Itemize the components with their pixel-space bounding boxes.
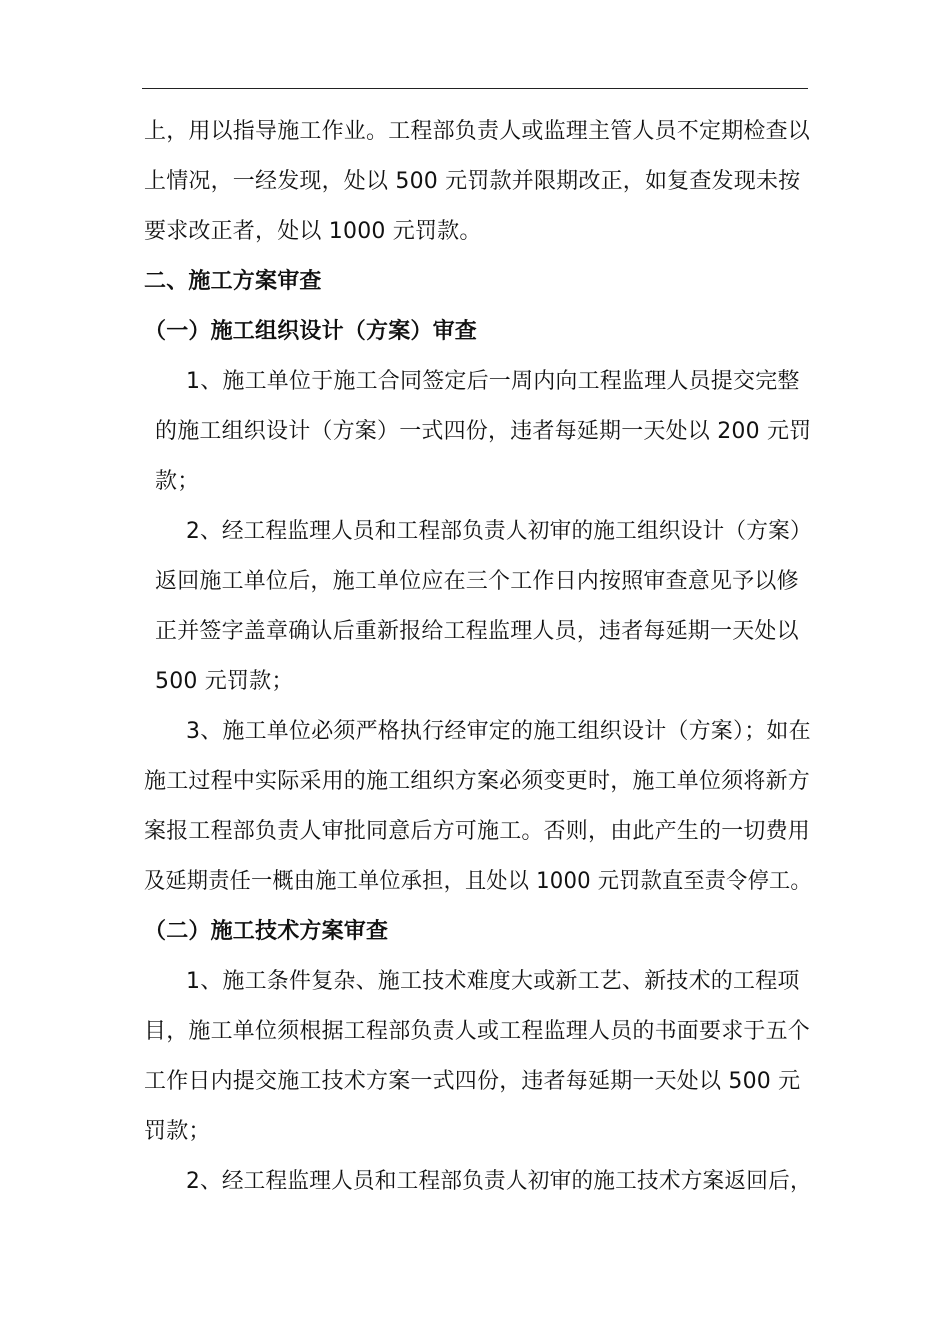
- body-line: 2、经工程监理人员和工程部负责人初审的施工组织设计（方案）: [186, 519, 812, 544]
- body-line: 的施工组织设计（方案）一式四份，违者每延期一天处以 200 元罚: [155, 419, 812, 444]
- body-line: 3、施工单位必须严格执行经审定的施工组织设计（方案）；如在: [186, 719, 811, 744]
- body-line: 2、经工程监理人员和工程部负责人初审的施工技术方案返回后，: [186, 1169, 812, 1194]
- body-line: 上情况，一经发现，处以 500 元罚款并限期改正，如复查发现未按: [144, 169, 801, 194]
- body-line: 工作日内提交施工技术方案一式四份，违者每延期一天处以 500 元: [144, 1069, 801, 1094]
- body-line: 返回施工单位后，施工单位应在三个工作日内按照审查意见予以修: [155, 569, 799, 594]
- body-line: 上，用以指导施工作业。工程部负责人或监理主管人员不定期检查以: [144, 119, 811, 144]
- body-line: 罚款；: [144, 1119, 211, 1144]
- subsection-heading: （一）施工组织设计（方案）审查: [144, 319, 478, 344]
- body-line: 正并签字盖章确认后重新报给工程监理人员，违者每延期一天处以: [155, 619, 799, 644]
- body-line: 及延期责任一概由施工单位承担，且处以 1000 元罚款直至责令停工。: [144, 869, 812, 894]
- body-line: 1、施工条件复杂、施工技术难度大或新工艺、新技术的工程项: [186, 969, 800, 994]
- section-heading: 二、施工方案审查: [144, 269, 322, 294]
- body-line: 1、施工单位于施工合同签定后一周内向工程监理人员提交完整: [186, 369, 800, 394]
- body-line: 要求改正者，处以 1000 元罚款。: [144, 219, 482, 244]
- body-line: 施工过程中实际采用的施工组织方案必须变更时，施工单位须将新方: [144, 769, 811, 794]
- body-line: 500 元罚款；: [155, 669, 294, 694]
- body-line: 款；: [155, 469, 200, 494]
- body-line: 案报工程部负责人审批同意后方可施工。否则，由此产生的一切费用: [144, 819, 811, 844]
- subsection-heading: （二）施工技术方案审查: [144, 919, 389, 944]
- body-line: 目，施工单位须根据工程部负责人或工程监理人员的书面要求于五个: [144, 1019, 811, 1044]
